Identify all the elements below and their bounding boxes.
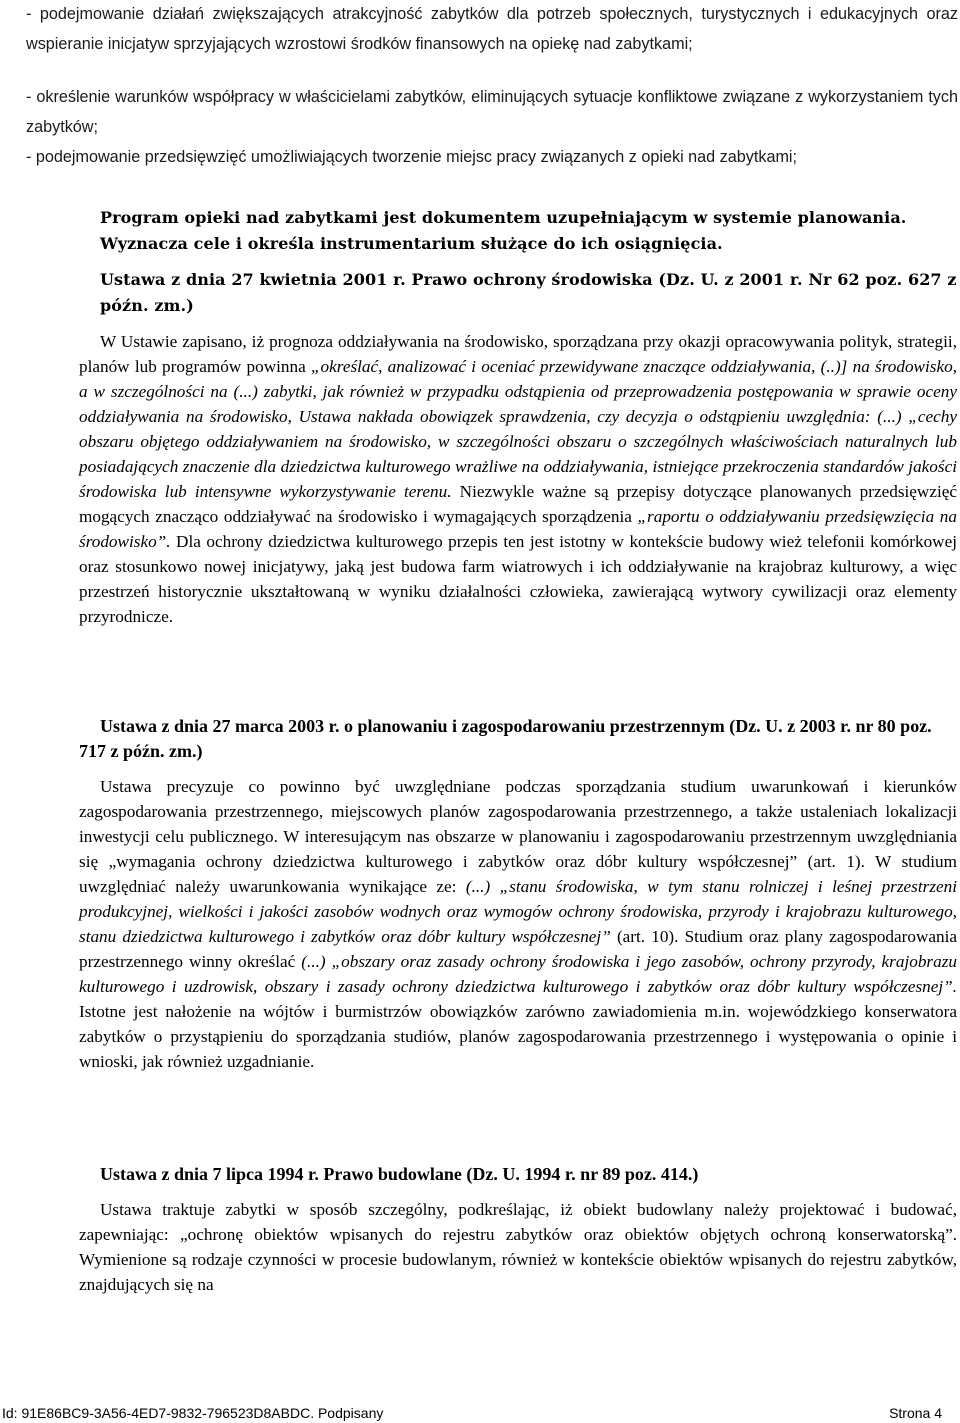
- bullet-item: [26, 83, 958, 142]
- bullet-text: określenie warunków współpracy w właścicielami zabytków, eliminujących sytuacje konfliktowe związane z wykorzystaniem tych zabytków;: [26, 88, 959, 136]
- program-note: Program opieki nad zabytkami jest dokumentem uzupełniającym w systemie planowania. Wyznacza cele i określa instrumentarium służące do ich osiągnięcia.: [100, 208, 907, 253]
- section-heading-environment-act: Ustawa z dnia 27 kwietnia 2001 r. Prawo ochrony środowiska (Dz. U. z 2001 r. Nr 62 poz. 627 z późn. zm.): [100, 270, 957, 315]
- section-heading-building-act: Ustawa z dnia 7 lipca 1994 r. Prawo budowlane (Dz. U. 1994 r. nr 89 poz. 414.): [100, 1164, 699, 1184]
- text-run: W Ustawie zapisano, iż prognoza oddziaływania na środowisko, sporządzana przy okazji opracowywania polityk, strategii, planów lub programów powinna: [79, 332, 957, 376]
- quote-run: „określać, analizować i oceniać przewidywane znaczące oddziaływania, (..)] na środowisko, a w szczególności na (...) zabytki, jak również w przypadku odstąpienia od przeprowadzenia postępowania w sprawie oceny oddziaływania na środowisko, Ustawa nakłada obowiązek sprawdzenia, czy decyzja o odstąpieniu uwzględnia: (...) „cechy obszaru objętego oddziaływaniem na środowisko, w szczególności obszaru o szczególnych właściwościach naturalnych lub posiadających znaczenie dla dziedzictwa kulturowego wrażliwe na oddziaływania, istniejące przekroczenia standardów jakości środowiska lub intensywne wykorzystywanie terenu.: [79, 357, 958, 501]
- section-body-environment-act: [79, 329, 957, 629]
- text-run: Ustawa precyzuje co powinno być uwzględniane podczas sporządzania studium uwarunkowań i kierunków zagospodarowania przestrzennego, miejscowych planów zagospodarowania przestrzennego, a także ustaleniach lokalizacji inwestycji celu publicznego. W interesującym nas obszarze w planowaniu i zagospodarowaniu przestrzennym uwzględniania się „wymagania ochrony dziedzictwa kulturowego i zabytków oraz dóbr kultury współczesnej” (art. 1). W studium uwzględniać należy uwarunkowania wynikające ze:: [79, 777, 957, 896]
- quote-run: (...) „stanu środowiska, w tym stanu rolniczej i leśnej przestrzeni produkcyjnej, wielkości i jakości zasobów wodnych oraz wymogów ochrony środowiska, przyrody i krajobrazu kulturowego, stanu dziedzictwa kulturowego i zabytków oraz dóbr kultury współczesnej”: [79, 877, 958, 946]
- text-run: Dla ochrony dziedzictwa kulturowego przepis ten jest istotny w kontekście budowy wież telefonii komórkowej oraz stosunkowo nowej inicjatywy, jaką jest budowa farm wiatrowych i ich oddziaływanie na krajobraz kulturowy, a więc przestrzeń historycznie ukształtowaną w wyniku działalności człowieka, zawierającą wytwory cywilizacji oraz elementy przyrodnicze.: [79, 532, 957, 626]
- bullet-item: [26, 143, 958, 173]
- bullet-text: podejmowanie działań zwiększających atrakcyjność zabytków dla potrzeb społecznych, turystycznych i edukacyjnych oraz wspieranie inicjatyw sprzyjających wzrostowi środków finansowych na opiekę nad zabytkami;: [26, 5, 958, 53]
- text-run: Ustawa traktuje zabytki w sposób szczególny, podkreślając, iż obiekt budowlany należy projektować i budować, zapewniając: „ochronę obiektów wpisanych do rejestru zabytków oraz obiektów objętych ochroną konserwatorską”. Wymienione są rodzaje czynności w procesie budowlanym, również w kontekście obiektów wpisanych do rejestru zabytków, znajdujących się na: [79, 1200, 957, 1294]
- bullet-dash: -: [26, 148, 32, 166]
- quote-run: (...) „obszary oraz zasady ochrony środowiska i jego zasobów, ochrony przyrody, krajobrazu kulturowego i uzdrowisk, obszary i zasady ochrony dziedzictwa kulturowego i zabytków oraz dóbr kultury współczesnej”.: [79, 952, 957, 996]
- page-number: Strona 4: [889, 1405, 942, 1421]
- section-body-building-act: [79, 1197, 957, 1297]
- text-run: Niezwykle ważne są przepisy dotyczące planowanych przedsięwzięć mogących znacząco oddziaływać na środowisko i wymagających sporządzenia: [79, 482, 957, 526]
- text-run: Istotne jest nałożenie na wójtów i burmistrzów obowiązków zarówno zawiadomienia m.in. wojewódzkiego konserwatora zabytków o przystąpieniu do sporządzania studiów, planów zagospodarowania przestrzennego i występowania o opinie i wnioski, jak również uzgadnianie.: [79, 1002, 957, 1071]
- bullet-dash: -: [26, 5, 32, 23]
- bullet-item: [26, 0, 958, 59]
- bullet-text: podejmowanie przedsięwzięć umożliwiających tworzenie miejsc pracy związanych z opieki nad zabytkami;: [35, 148, 798, 166]
- section-body-planning-act: [79, 774, 957, 1074]
- bullet-dash: -: [26, 88, 32, 106]
- quote-run: „raportu o oddziaływaniu przedsięwzięcia na środowisko”.: [79, 507, 957, 551]
- page-footer: [0, 1404, 960, 1423]
- section-heading-planning-act: Ustawa z dnia 27 marca 2003 r. o planowaniu i zagospodarowaniu przestrzennym (Dz. U. z 2003 r. nr 80 poz. 717 z późn. zm.): [79, 716, 932, 761]
- text-run: (art. 10). Studium oraz plany zagospodarowania przestrzennego winny określać: [79, 927, 957, 971]
- document-id: Id: 91E86BC9-3A56-4ED7-9832-796523D8ABDC. Podpisany: [2, 1405, 384, 1421]
